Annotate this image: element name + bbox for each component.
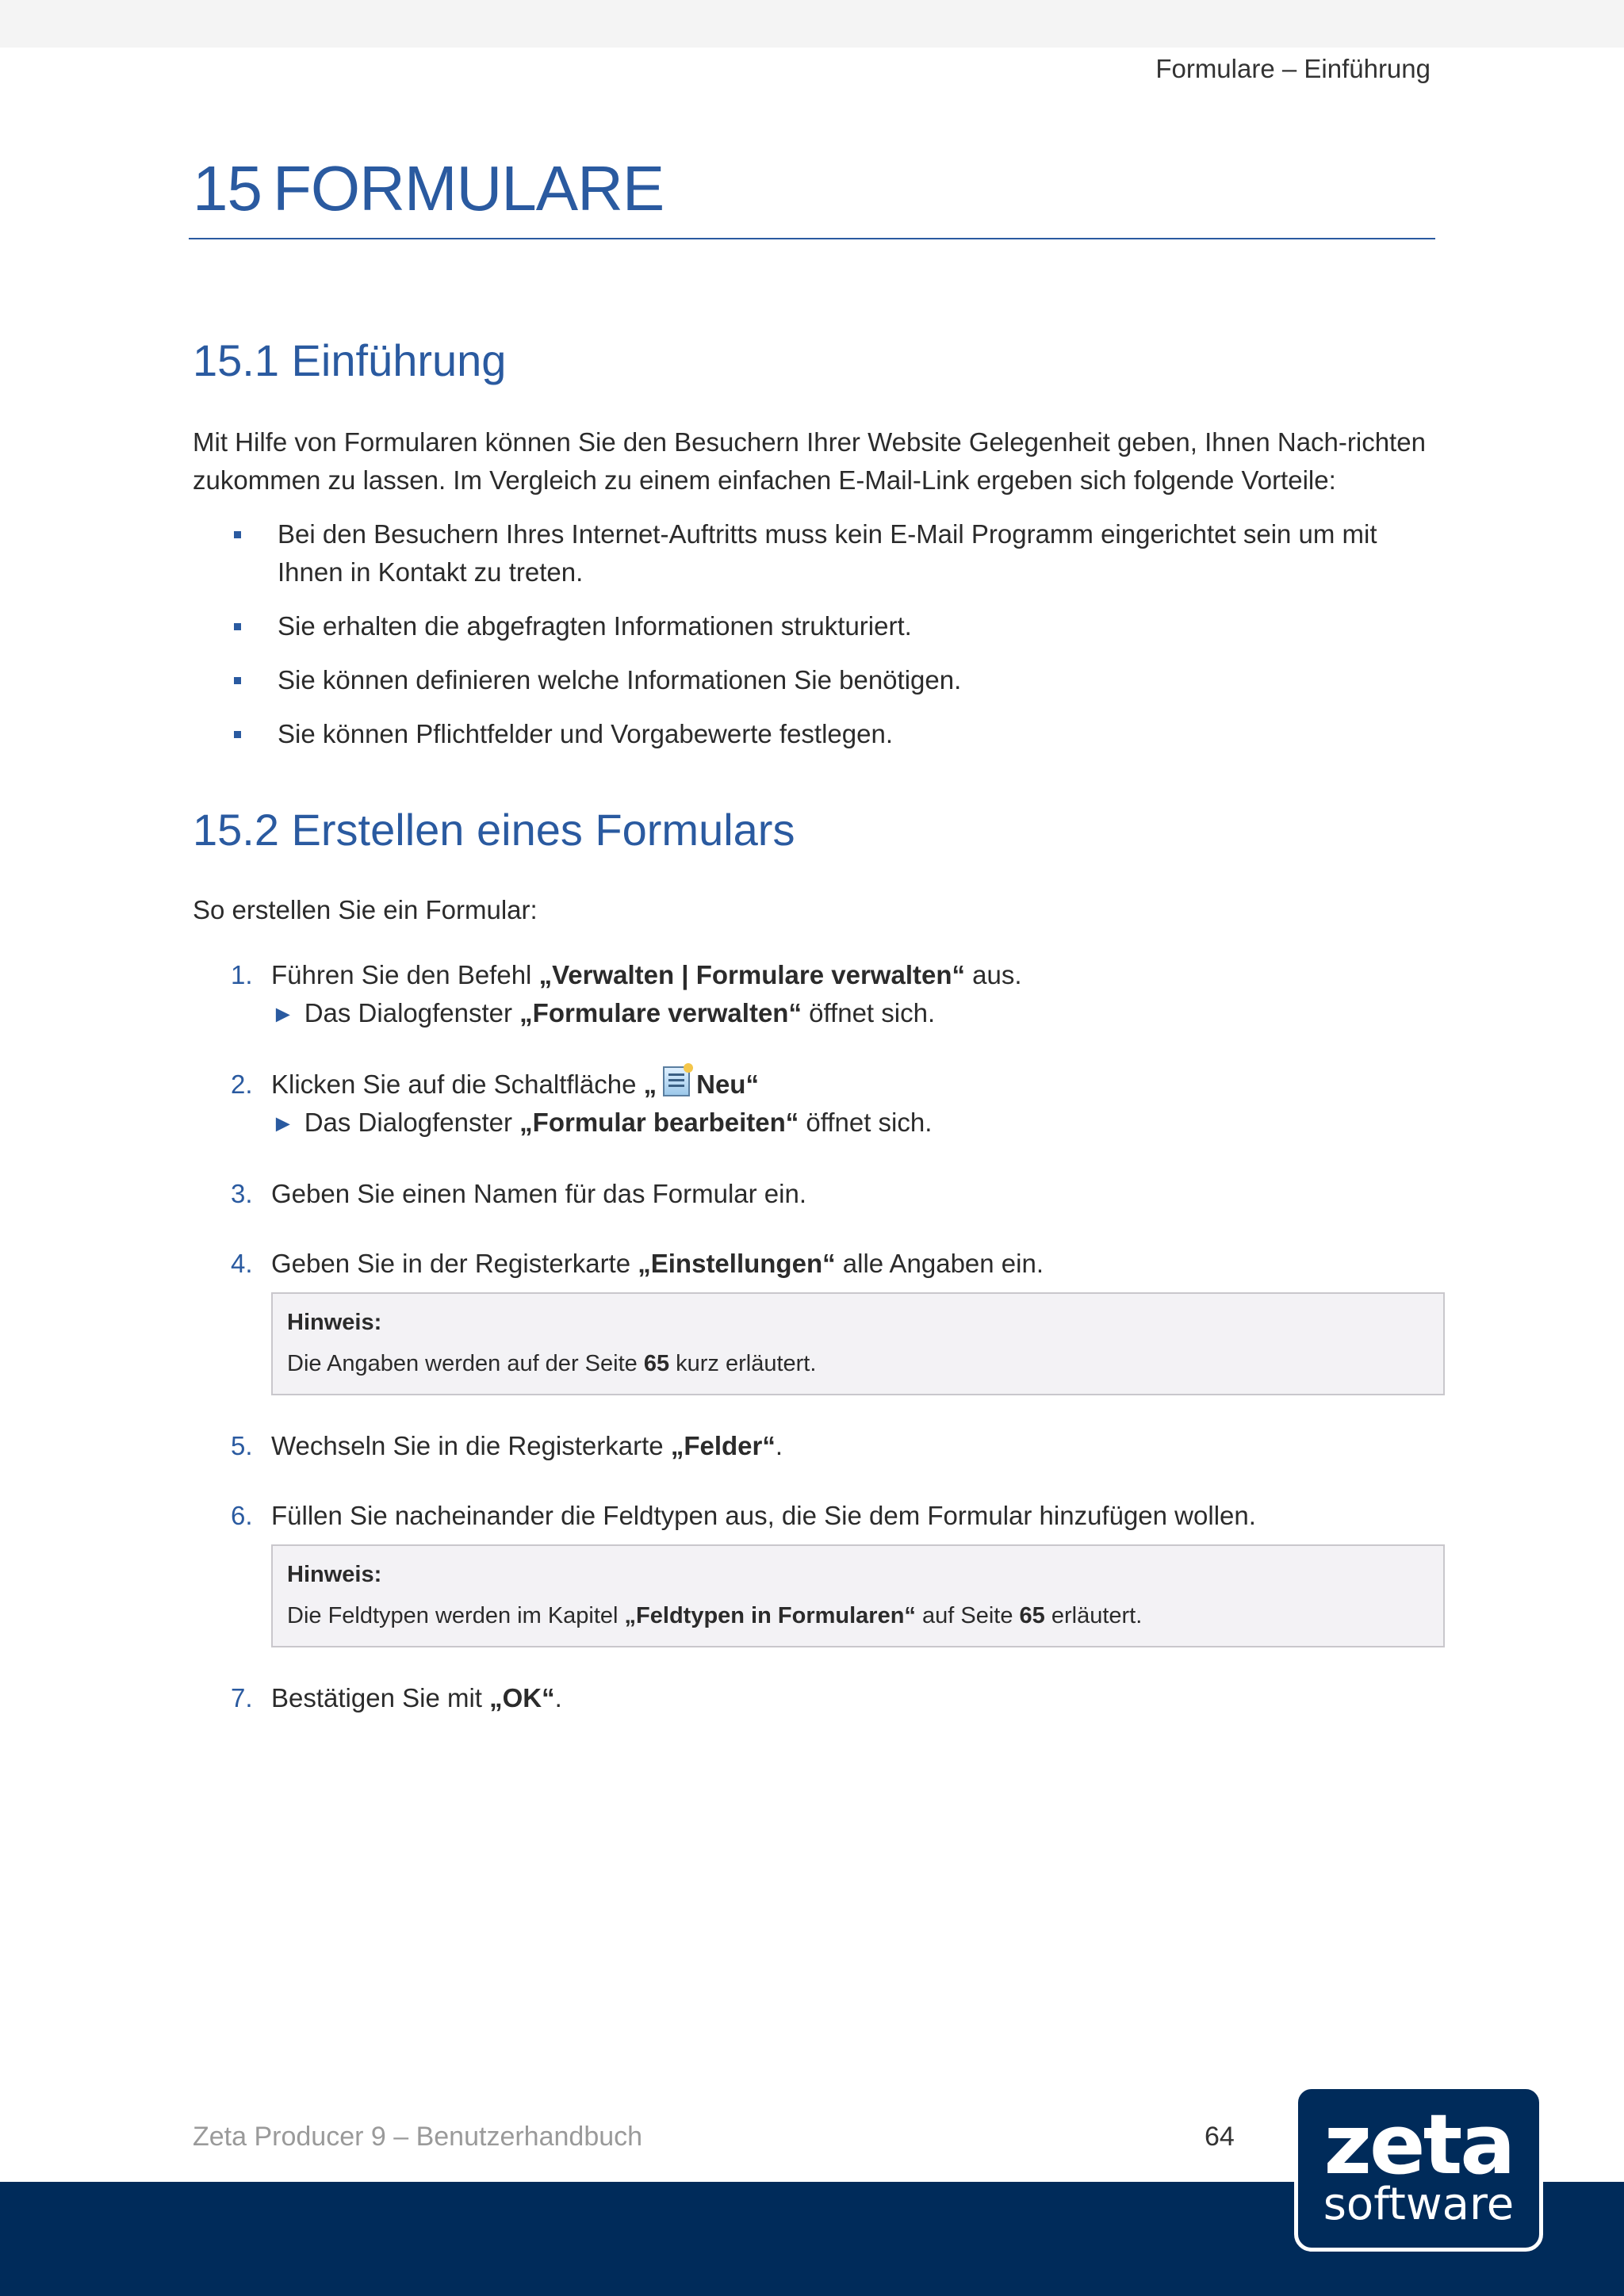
zeta-software-logo <box>1294 2085 1543 2252</box>
result-text: öffnet sich. <box>799 1108 933 1137</box>
step-3 <box>193 1175 1446 1213</box>
step-text: Geben Sie einen Namen für das Formular ein. <box>271 1179 807 1208</box>
chapter-name: FORMULARE <box>272 153 665 224</box>
step-text: Füllen Sie nacheinander die Feldtypen aus, die Sie dem Formular hinzufügen wollen. <box>271 1501 1256 1530</box>
list-item: Sie erhalten die abgefragten Informationen strukturiert. <box>193 607 1446 645</box>
logo-line-2: software <box>1323 2179 1515 2230</box>
chapter-number: 15 <box>193 153 262 224</box>
advantages-list <box>193 515 1446 753</box>
chapter-divider <box>189 238 1435 239</box>
section-heading-2: 15.2 Erstellen eines Formulars <box>193 805 795 855</box>
note-text-part: Die Angaben werden auf der Seite <box>287 1351 644 1376</box>
result-text: öffnet sich. <box>801 998 936 1027</box>
tab-name: „Einstellungen“ <box>638 1249 836 1278</box>
button-name: „OK“ <box>489 1683 555 1712</box>
step-number: 2. <box>231 1070 253 1099</box>
tab-name: „Felder“ <box>670 1431 776 1460</box>
section1-intro: Mit Hilfe von Formularen können Sie den Besuchern Ihrer Website Gelegenheit geben, Ihnen Nach-richten zukommen zu lassen. Im Vergleich zu einem einfachen E-Mail-Link ergeben sich folgende Vorteile: <box>193 427 1426 495</box>
step-number: 3. <box>231 1179 253 1208</box>
list-item: Bei den Besuchern Ihres Internet-Auftritts muss kein E-Mail Programm eingerichtet sein um mit Ihnen in Kontakt zu treten. <box>193 515 1446 591</box>
running-header: Formulare – Einführung <box>1155 54 1431 83</box>
step-5 <box>193 1427 1446 1465</box>
section2-intro: So erstellen Sie ein Formular: <box>193 895 538 924</box>
result-text: Das Dialogfenster <box>304 1108 520 1137</box>
page-reference: 65 <box>1019 1603 1045 1628</box>
footer-book-title: Zeta Producer 9 – Benutzerhandbuch <box>193 2122 643 2152</box>
step-2 <box>193 1066 1446 1143</box>
note-text-part: erläutert. <box>1044 1603 1143 1628</box>
step-text: . <box>554 1683 562 1712</box>
button-name: Neu“ <box>696 1070 759 1099</box>
list-item: Sie können Pflichtfelder und Vorgabewerte festlegen. <box>193 715 1446 753</box>
menu-command: „Verwalten | Formulare verwalten“ <box>538 960 965 989</box>
step-text: aus. <box>965 960 1022 989</box>
step-1 <box>193 956 1446 1034</box>
page-reference: 65 <box>643 1351 670 1376</box>
step-text: alle Angaben ein. <box>835 1249 1044 1278</box>
new-form-icon <box>663 1066 690 1096</box>
note-label: Hinweis: <box>287 1562 382 1587</box>
step-4 <box>193 1245 1446 1395</box>
step-text: Wechseln Sie in die Registerkarte <box>271 1431 671 1460</box>
logo-line-1: zeta <box>1323 2096 1514 2193</box>
step-6 <box>193 1497 1446 1647</box>
page-content <box>193 333 1446 1749</box>
page-number: 64 <box>1205 2122 1235 2152</box>
top-strip <box>0 0 1624 48</box>
step-number: 1. <box>231 960 253 989</box>
step-number: 4. <box>231 1249 253 1278</box>
step-text: . <box>775 1431 783 1460</box>
quote-mark: „ <box>643 1070 657 1099</box>
dialog-name: „Formular bearbeiten“ <box>519 1108 799 1137</box>
step-number: 5. <box>231 1431 253 1460</box>
step-result <box>271 1104 1446 1143</box>
note-text-part: Die Feldtypen werden im Kapitel <box>287 1603 625 1628</box>
steps-list <box>193 956 1446 1717</box>
step-text: Führen Sie den Befehl <box>271 960 539 989</box>
note-text-part: kurz erläutert. <box>669 1351 817 1376</box>
step-text: Klicken Sie auf die Schaltfläche <box>271 1070 644 1099</box>
note-text-part: auf Seite <box>915 1603 1020 1628</box>
note-box <box>271 1544 1445 1647</box>
section-heading-1: 15.1 Einführung <box>193 335 507 385</box>
note-label: Hinweis: <box>287 1310 382 1335</box>
step-text: Bestätigen Sie mit <box>271 1683 490 1712</box>
step-text: Geben Sie in der Registerkarte <box>271 1249 638 1278</box>
list-item: Sie können definieren welche Informationen Sie benötigen. <box>193 661 1446 699</box>
result-arrow-icon: ► <box>271 1001 295 1027</box>
step-result <box>271 994 1446 1034</box>
step-number: 6. <box>231 1501 253 1530</box>
chapter-reference: „Feldtypen in Formularen“ <box>624 1603 916 1628</box>
step-number: 7. <box>231 1683 253 1712</box>
dialog-name: „Formulare verwalten“ <box>519 998 802 1027</box>
note-text <box>287 1595 1429 1636</box>
result-arrow-icon: ► <box>271 1111 295 1137</box>
note-text <box>287 1343 1429 1384</box>
step-7 <box>193 1679 1446 1717</box>
note-box <box>271 1292 1445 1395</box>
result-text: Das Dialogfenster <box>304 998 520 1027</box>
chapter-title <box>193 152 664 225</box>
